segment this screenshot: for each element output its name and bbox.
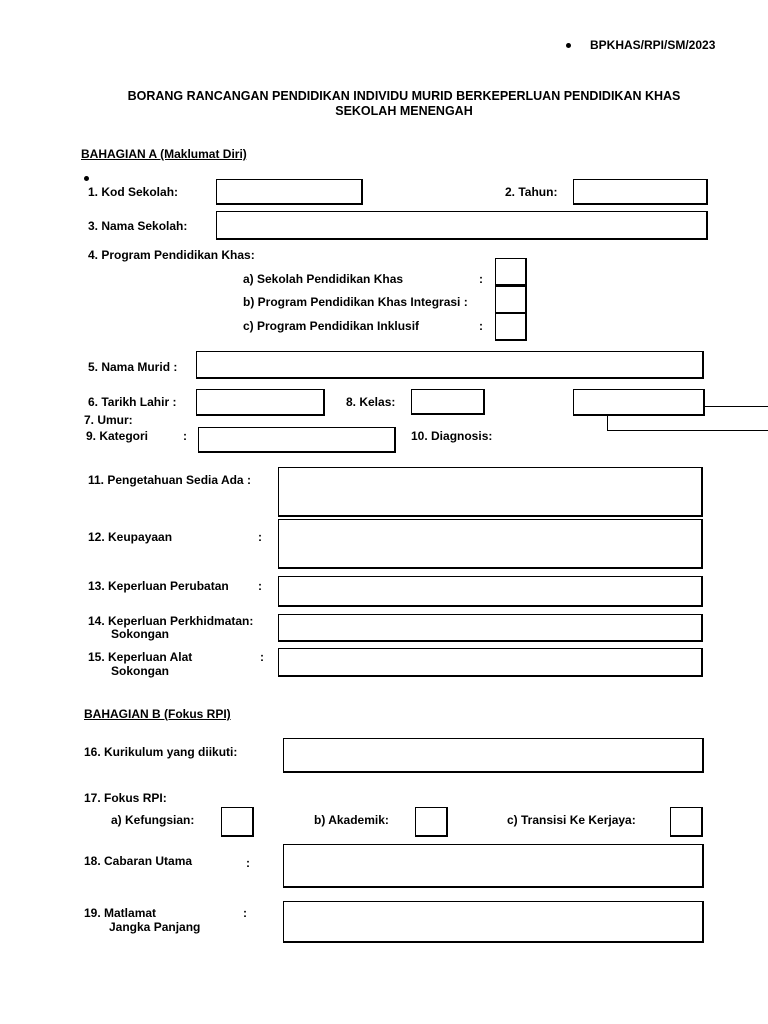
- nama-murid-label: 5. Nama Murid :: [88, 360, 178, 374]
- program-option-c-colon: :: [479, 319, 483, 333]
- keperluan-perkhidmatan-label: 14. Keperluan Perkhidmatan:: [88, 614, 254, 628]
- program-option-c-label: c) Program Pendidikan Inklusif: [243, 319, 420, 333]
- program-option-a-colon: :: [479, 272, 483, 286]
- cabaran-utama-colon: :: [246, 856, 250, 870]
- tarikh-lahir-field[interactable]: [196, 389, 325, 416]
- form-title-line2: SEKOLAH MENENGAH: [335, 104, 473, 118]
- tahun-field[interactable]: [573, 179, 708, 205]
- keperluan-perubatan-field[interactable]: [278, 576, 703, 607]
- section-b-heading: BAHAGIAN B (Fokus RPI): [84, 707, 231, 721]
- diagnosis-label: 10. Diagnosis:: [411, 429, 493, 443]
- nama-sekolah-field[interactable]: [216, 211, 708, 240]
- keperluan-alat-label-2: Sokongan: [111, 664, 170, 678]
- keperluan-alat-colon: :: [260, 650, 264, 664]
- kategori-label: 9. Kategori: [86, 429, 149, 443]
- matlamat-label-2: Jangka Panjang: [109, 920, 201, 934]
- keupayaan-field[interactable]: [278, 519, 703, 569]
- nama-sekolah-label: 3. Nama Sekolah:: [88, 219, 188, 233]
- form-code: BPKHAS/RPI/SM/2023: [590, 38, 716, 52]
- program-label: 4. Program Pendidikan Khas:: [88, 248, 255, 262]
- program-option-c-checkbox[interactable]: [495, 313, 527, 341]
- cabaran-utama-field[interactable]: [283, 844, 704, 888]
- kod-sekolah-label: 1. Kod Sekolah:: [88, 185, 179, 199]
- section-a-bullet: [84, 176, 89, 181]
- cabaran-utama-label: 18. Cabaran Utama: [84, 854, 193, 868]
- pengetahuan-field[interactable]: [278, 467, 703, 517]
- program-option-b-checkbox[interactable]: [495, 286, 527, 314]
- kelas-extra-field[interactable]: [573, 389, 705, 416]
- kefungsian-label: a) Kefungsian:: [111, 813, 195, 827]
- transisi-label: c) Transisi Ke Kerjaya:: [507, 813, 636, 827]
- keupayaan-colon: :: [258, 530, 262, 544]
- akademik-label: b) Akademik:: [314, 813, 389, 827]
- kelas-label: 8. Kelas:: [346, 395, 396, 409]
- tarikh-lahir-label: 6. Tarikh Lahir :: [88, 395, 177, 409]
- kategori-colon: :: [183, 429, 187, 443]
- pengetahuan-label: 11. Pengetahuan Sedia Ada :: [88, 473, 251, 487]
- nama-murid-field[interactable]: [196, 351, 704, 379]
- kefungsian-checkbox[interactable]: [221, 807, 254, 837]
- connector-line-2-vertical: [607, 416, 608, 431]
- program-option-a-label: a) Sekolah Pendidikan Khas: [243, 272, 404, 286]
- connector-line-1: [705, 406, 768, 407]
- connector-line-2: [607, 430, 768, 431]
- keupayaan-label: 12. Keupayaan: [88, 530, 173, 544]
- kurikulum-field[interactable]: [283, 738, 704, 773]
- umur-label: 7. Umur:: [84, 413, 133, 427]
- program-option-b-label: b) Program Pendidikan Khas Integrasi :: [243, 295, 468, 309]
- keperluan-perubatan-colon: :: [258, 579, 262, 593]
- kelas-field[interactable]: [411, 389, 485, 415]
- keperluan-alat-field[interactable]: [278, 648, 703, 677]
- program-option-a-checkbox[interactable]: [495, 258, 527, 286]
- transisi-checkbox[interactable]: [670, 807, 703, 837]
- form-title-line1: BORANG RANCANGAN PENDIDIKAN INDIVIDU MURID BERKEPERLUAN PENDIDIKAN KHAS: [127, 89, 681, 103]
- keperluan-perkhidmatan-label-2: Sokongan: [111, 627, 170, 641]
- matlamat-colon: :: [243, 906, 247, 920]
- keperluan-alat-label: 15. Keperluan Alat: [88, 650, 193, 664]
- akademik-checkbox[interactable]: [415, 807, 448, 837]
- keperluan-perubatan-label: 13. Keperluan Perubatan: [88, 579, 229, 593]
- fokus-rpi-label: 17. Fokus RPI:: [84, 791, 167, 805]
- header-bullet: [566, 43, 571, 48]
- kurikulum-label: 16. Kurikulum yang diikuti:: [84, 745, 238, 759]
- matlamat-label: 19. Matlamat: [84, 906, 157, 920]
- tahun-label: 2. Tahun:: [505, 185, 558, 199]
- keperluan-perkhidmatan-field[interactable]: [278, 614, 703, 642]
- section-a-heading: BAHAGIAN A (Maklumat Diri): [81, 147, 247, 161]
- matlamat-field[interactable]: [283, 901, 704, 943]
- kategori-field[interactable]: [198, 427, 396, 453]
- kod-sekolah-field[interactable]: [216, 179, 363, 205]
